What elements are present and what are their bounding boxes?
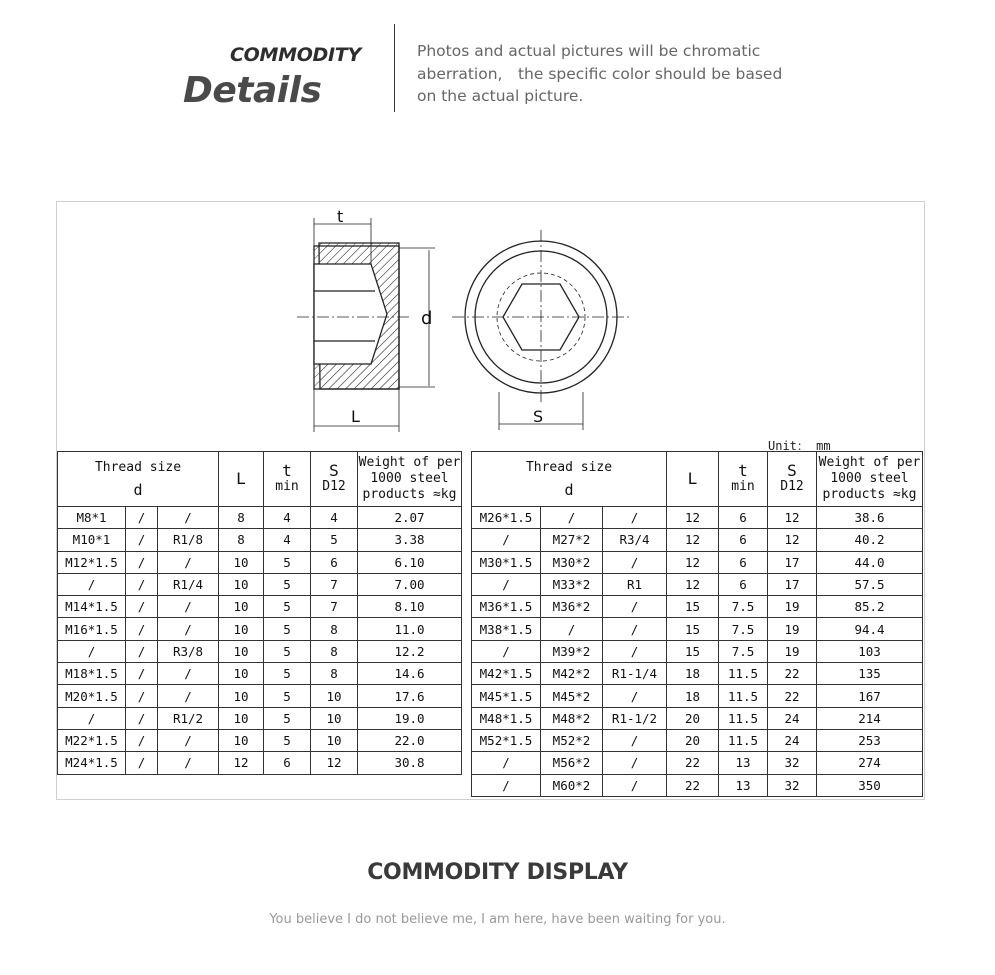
table-cell: M52*1.5 [472, 729, 541, 751]
table-cell: M39*2 [541, 640, 603, 662]
table-cell: 12 [768, 529, 817, 551]
dim-label-d: d [421, 308, 433, 329]
side-view [297, 218, 435, 432]
table-cell: M36*1.5 [472, 596, 541, 618]
table-cell: 10 [219, 663, 264, 685]
table-cell: 5 [264, 707, 311, 729]
spec-table-left [57, 451, 462, 775]
table-cell: M8*1 [58, 507, 126, 529]
table-cell: / [126, 573, 158, 595]
table-cell: 2.07 [358, 507, 462, 529]
table-cell: 19 [768, 596, 817, 618]
table-cell: / [472, 774, 541, 796]
table-cell: 8 [311, 640, 358, 662]
table-cell: M20*1.5 [58, 685, 126, 707]
commodity-label: COMMODITY [230, 44, 361, 66]
table-cell: 167 [817, 685, 923, 707]
table-cell: 5 [264, 640, 311, 662]
table-row [58, 729, 462, 751]
table-cell: / [126, 596, 158, 618]
table-cell: / [126, 507, 158, 529]
table-row [58, 618, 462, 640]
table-row [58, 596, 462, 618]
table-cell: 22 [768, 663, 817, 685]
table-cell: 12 [667, 507, 719, 529]
table-cell: M30*1.5 [472, 551, 541, 573]
header-S: S D12 [768, 452, 817, 507]
table-cell: 4 [264, 529, 311, 551]
color-disclaimer: Photos and actual pictures will be chromatic aberration, the specific color should be based on the actual picture. [417, 42, 783, 105]
table-cell: / [158, 507, 219, 529]
table-cell: 10 [311, 685, 358, 707]
table-cell: R1-1/2 [603, 707, 667, 729]
table-cell: 13 [719, 774, 768, 796]
table-cell: M33*2 [541, 573, 603, 595]
table-cell: 94.4 [817, 618, 923, 640]
table-cell: 19.0 [358, 707, 462, 729]
table-row [472, 707, 923, 729]
table-cell: 6 [719, 573, 768, 595]
table-cell: / [126, 663, 158, 685]
header-t: t min [264, 452, 311, 507]
table-cell: / [472, 573, 541, 595]
header-L: L [667, 452, 719, 507]
table-row [58, 573, 462, 595]
table-cell: 5 [264, 551, 311, 573]
table-cell: 38.6 [817, 507, 923, 529]
table-cell: / [126, 551, 158, 573]
table-cell: 24 [768, 729, 817, 751]
table-cell: 6 [719, 551, 768, 573]
details-title: Details [183, 70, 322, 111]
table-cell: M42*1.5 [472, 663, 541, 685]
table-cell: R1/2 [158, 707, 219, 729]
table-cell: 17 [768, 573, 817, 595]
table-cell: / [158, 551, 219, 573]
table-cell: 14.6 [358, 663, 462, 685]
table-row [58, 529, 462, 551]
table-row [472, 774, 923, 796]
table-cell: 6 [264, 752, 311, 774]
table-cell: 57.5 [817, 573, 923, 595]
table-cell: / [58, 707, 126, 729]
table-cell: / [541, 507, 603, 529]
table-cell: 10 [219, 596, 264, 618]
table-cell: / [158, 663, 219, 685]
table-cell: 17.6 [358, 685, 462, 707]
table-cell: M14*1.5 [58, 596, 126, 618]
table-cell: 22 [768, 685, 817, 707]
header-t: t min [719, 452, 768, 507]
table-cell: 6 [719, 529, 768, 551]
table-cell: M30*2 [541, 551, 603, 573]
table-cell: 8 [311, 618, 358, 640]
table-cell: 12.2 [358, 640, 462, 662]
front-view [452, 230, 630, 430]
table-cell: / [541, 618, 603, 640]
table-row [58, 551, 462, 573]
table-cell: R1 [603, 573, 667, 595]
table-cell: / [472, 529, 541, 551]
table-row [472, 663, 923, 685]
table-cell: 12 [667, 573, 719, 595]
table-cell: / [603, 752, 667, 774]
table-cell: 15 [667, 640, 719, 662]
table-cell: R3/8 [158, 640, 219, 662]
table-cell: 8 [219, 507, 264, 529]
table-row [58, 663, 462, 685]
table-cell: / [158, 752, 219, 774]
table-cell: 6.10 [358, 551, 462, 573]
table-cell: 8.10 [358, 596, 462, 618]
table-cell: / [58, 640, 126, 662]
table-row [472, 529, 923, 551]
table-cell: / [603, 551, 667, 573]
table-cell: 7.5 [719, 618, 768, 640]
commodity-display-subtitle: You believe I do not believe me, I am here, have been waiting for you. [269, 912, 726, 927]
table-cell: 10 [219, 707, 264, 729]
table-cell: / [126, 707, 158, 729]
table-cell: 253 [817, 729, 923, 751]
table-cell: 12 [768, 507, 817, 529]
table-row [58, 640, 462, 662]
table-cell: / [126, 640, 158, 662]
table-row [472, 573, 923, 595]
table-cell: 5 [264, 685, 311, 707]
table-cell: M42*2 [541, 663, 603, 685]
table-cell: M16*1.5 [58, 618, 126, 640]
table-cell: 5 [264, 729, 311, 751]
table-cell: 6 [311, 551, 358, 573]
table-cell: R1/8 [158, 529, 219, 551]
header-weight: Weight of per 1000 steel products ≈kg [358, 452, 462, 507]
table-cell: 11.0 [358, 618, 462, 640]
table-cell: / [603, 640, 667, 662]
table-cell: M27*2 [541, 529, 603, 551]
table-cell: 12 [667, 529, 719, 551]
table-cell: / [472, 640, 541, 662]
table-cell: 274 [817, 752, 923, 774]
table-cell: / [158, 729, 219, 751]
table-cell: / [158, 596, 219, 618]
table-row [58, 752, 462, 774]
table-cell: 18 [667, 663, 719, 685]
table-cell: / [603, 685, 667, 707]
table-row [58, 707, 462, 729]
table-cell: M48*1.5 [472, 707, 541, 729]
table-row [472, 729, 923, 751]
table-cell: M26*1.5 [472, 507, 541, 529]
dim-label-t: t [337, 207, 344, 226]
dim-label-L: L [351, 407, 360, 426]
table-cell: 214 [817, 707, 923, 729]
table-cell: 10 [311, 729, 358, 751]
table-cell: R1/4 [158, 573, 219, 595]
table-cell: 19 [768, 618, 817, 640]
table-cell: 12 [311, 752, 358, 774]
table-row [58, 685, 462, 707]
table-cell: 13 [719, 752, 768, 774]
header-thread-size: Thread size d [58, 452, 219, 507]
table-row [472, 596, 923, 618]
table-cell: / [603, 774, 667, 796]
table-cell: M56*2 [541, 752, 603, 774]
table-cell: 350 [817, 774, 923, 796]
table-cell: M36*2 [541, 596, 603, 618]
header-divider [394, 24, 395, 112]
table-cell: 5 [311, 529, 358, 551]
table-cell: 85.2 [817, 596, 923, 618]
table-cell: 40.2 [817, 529, 923, 551]
table-cell: M22*1.5 [58, 729, 126, 751]
table-cell: 4 [311, 507, 358, 529]
table-cell: 17 [768, 551, 817, 573]
table-cell: M52*2 [541, 729, 603, 751]
table-cell: 44.0 [817, 551, 923, 573]
table-row [58, 507, 462, 529]
table-cell: 15 [667, 596, 719, 618]
table-cell: / [126, 685, 158, 707]
table-cell: / [603, 618, 667, 640]
table-cell: 5 [264, 596, 311, 618]
table-cell: 11.5 [719, 729, 768, 751]
table-cell: 11.5 [719, 707, 768, 729]
table-cell: M60*2 [541, 774, 603, 796]
table-cell: 10 [219, 685, 264, 707]
table-cell: 22 [667, 752, 719, 774]
table-cell: 11.5 [719, 685, 768, 707]
header-L: L [219, 452, 264, 507]
table-cell: 11.5 [719, 663, 768, 685]
table-cell: R3/4 [603, 529, 667, 551]
table-cell: 15 [667, 618, 719, 640]
table-cell: 6 [719, 507, 768, 529]
table-cell: 12 [667, 551, 719, 573]
header-weight: Weight of per 1000 steel products ≈kg [817, 452, 923, 507]
table-row [472, 618, 923, 640]
table-cell: / [603, 507, 667, 529]
table-cell: / [158, 618, 219, 640]
table-cell: M48*2 [541, 707, 603, 729]
table-row [472, 640, 923, 662]
table-row [472, 507, 923, 529]
header-S: S D12 [311, 452, 358, 507]
table-cell: M45*2 [541, 685, 603, 707]
header-thread-size: Thread size d [472, 452, 667, 507]
table-cell: 22.0 [358, 729, 462, 751]
table-cell: M18*1.5 [58, 663, 126, 685]
table-cell: 18 [667, 685, 719, 707]
table-cell: / [126, 618, 158, 640]
table-cell: / [158, 685, 219, 707]
table-row [472, 551, 923, 573]
table-cell: 7 [311, 573, 358, 595]
table-cell: M10*1 [58, 529, 126, 551]
table-row [472, 752, 923, 774]
table-cell: 3.38 [358, 529, 462, 551]
table-cell: 32 [768, 774, 817, 796]
dim-label-S: S [533, 407, 544, 426]
table-cell: 7.5 [719, 640, 768, 662]
table-cell: 10 [219, 573, 264, 595]
table-cell: / [472, 752, 541, 774]
table-cell: M24*1.5 [58, 752, 126, 774]
table-cell: 7 [311, 596, 358, 618]
table-cell: 8 [311, 663, 358, 685]
table-cell: 10 [219, 551, 264, 573]
table-cell: 10 [219, 618, 264, 640]
table-cell: 5 [264, 663, 311, 685]
table-cell: 32 [768, 752, 817, 774]
commodity-display-title: COMMODITY DISPLAY [367, 860, 628, 885]
table-cell: M45*1.5 [472, 685, 541, 707]
table-cell: / [126, 729, 158, 751]
table-cell: 30.8 [358, 752, 462, 774]
table-row [472, 685, 923, 707]
table-cell: 103 [817, 640, 923, 662]
table-cell: 22 [667, 774, 719, 796]
table-cell: / [126, 752, 158, 774]
table-cell: / [126, 529, 158, 551]
table-cell: 5 [264, 618, 311, 640]
table-cell: 10 [219, 640, 264, 662]
table-cell: 24 [768, 707, 817, 729]
table-cell: M38*1.5 [472, 618, 541, 640]
table-cell: 5 [264, 573, 311, 595]
table-cell: 20 [667, 729, 719, 751]
table-cell: M12*1.5 [58, 551, 126, 573]
unit-label: Unit： mm [768, 439, 831, 453]
table-cell: 20 [667, 707, 719, 729]
table-cell: 7.5 [719, 596, 768, 618]
spec-table-right [471, 451, 923, 797]
table-cell: 10 [311, 707, 358, 729]
table-cell: / [603, 729, 667, 751]
table-cell: 8 [219, 529, 264, 551]
table-cell: 135 [817, 663, 923, 685]
table-cell: 10 [219, 729, 264, 751]
table-cell: / [58, 573, 126, 595]
table-cell: 4 [264, 507, 311, 529]
plug-drawing [57, 202, 924, 452]
table-cell: 19 [768, 640, 817, 662]
table-cell: / [603, 596, 667, 618]
table-cell: 7.00 [358, 573, 462, 595]
table-cell: R1-1/4 [603, 663, 667, 685]
table-cell: 12 [219, 752, 264, 774]
